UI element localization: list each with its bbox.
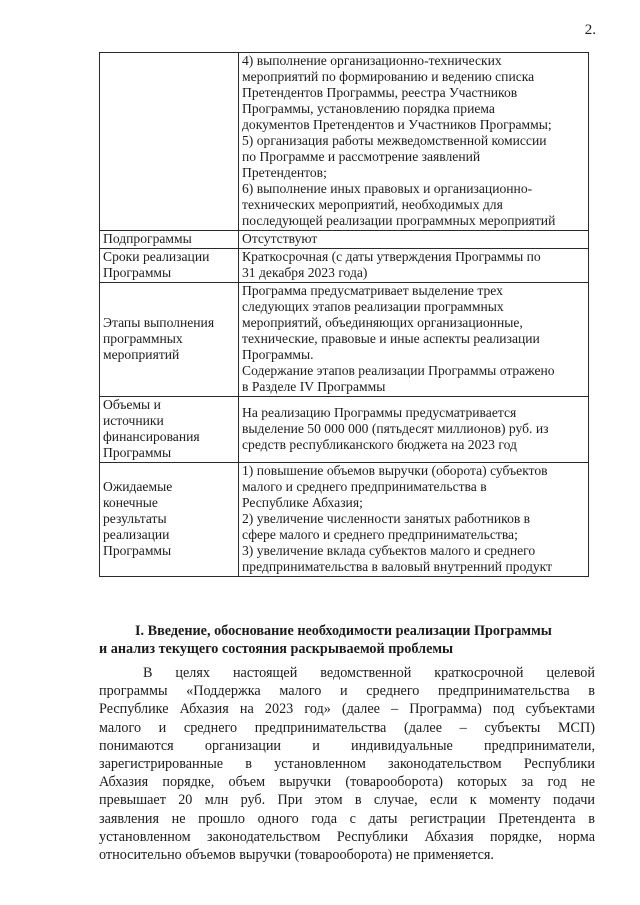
cell-line: предпринимательства в валовый внутренний продукт [242, 559, 553, 574]
section-heading-line: и анализ текущего состояния раскрываемой проблемы [99, 641, 454, 657]
paragraph-line: понимаются организации и индивидуальные предприниматели, [99, 737, 595, 754]
cell-line: технические, правовые и иные аспекты реализации [242, 331, 540, 346]
cell-line: 3) увеличение вклада субъектов малого и среднего [242, 543, 536, 558]
table-cell-label [100, 53, 239, 231]
paragraph-line: малого и среднего предпринимательства (далее – субъекты МСП) [99, 719, 595, 736]
cell-line: сфере малого и среднего предпринимательства; [242, 527, 518, 542]
table-cell-label [100, 463, 239, 577]
cell-line: 6) выполнение иных правовых и организационно- [242, 181, 533, 196]
cell-line: мероприятий по формированию и ведению списка [242, 69, 535, 84]
paragraph-line: превышает 20 млн руб. При этом в случае, если к моменту подачи [99, 792, 595, 809]
table-cell-label [100, 249, 239, 283]
cell-line: Программы [103, 265, 172, 280]
cell-line: Претендентов; [242, 165, 327, 180]
table-cell-label [100, 283, 239, 397]
table-cell-value [239, 249, 589, 283]
table-cell-value [239, 231, 589, 249]
cell-line: Программы, установлению порядка приема [242, 101, 495, 116]
intro-paragraph [99, 664, 595, 864]
cell-line: технических мероприятий, необходимых для [242, 197, 503, 212]
cell-line: программных [103, 331, 183, 346]
cell-line: Краткосрочная (с даты утверждения Программы по [242, 249, 541, 264]
cell-line: мероприятий [103, 347, 180, 362]
cell-line: 1) повышение объемов выручки (оборота) субъектов [242, 463, 548, 478]
cell-line: выделение 50 000 000 (пятьдесят миллионов) руб. из [242, 421, 549, 436]
cell-line: Претендентов Программы, реестра Участников [242, 85, 518, 100]
cell-line: последующей реализации программных мероприятий [242, 213, 556, 228]
paragraph-line: Республике Абхазия на 2023 год» (далее – Программа) под субъектами [99, 701, 595, 718]
cell-line: конечные [103, 495, 158, 510]
paragraph-line: В целях настоящей ведомственной краткосрочной целевой [143, 665, 595, 681]
cell-line: 31 декабря 2023 года) [242, 265, 368, 280]
cell-line: финансирования [103, 429, 200, 444]
table-cell-label [100, 397, 239, 463]
paragraph-line: зарегистрированные в установленном законодательством Республики [99, 755, 595, 772]
table-cell-value [239, 397, 589, 463]
cell-line: Программы [103, 445, 172, 460]
cell-line: по Программе и рассмотрение заявлений [242, 149, 481, 164]
cell-line: мероприятий, объединяющих организационные, [242, 315, 523, 330]
section-heading [99, 622, 595, 658]
table-row [100, 53, 589, 231]
paragraph-line: относительно объемов выручки (товарооборота) не применяется. [99, 846, 494, 863]
cell-line: Программа предусматривает выделение трех [242, 283, 503, 298]
program-passport-table [99, 52, 589, 577]
cell-line: Ожидаемые [103, 479, 173, 494]
table-cell-value [239, 283, 589, 397]
table-row [100, 283, 589, 397]
cell-line: Республике Абхазия; [242, 495, 363, 510]
cell-line: следующих этапов реализации программных [242, 299, 504, 314]
paragraph-line: установленном законодательством Республики Абхазия порядке, норма [99, 828, 595, 845]
paragraph-line: Абхазия порядке, объем выручки (товарооборота) которых за год не [99, 774, 595, 791]
table-cell-label [100, 231, 239, 249]
cell-line: средств республиканского бюджета на 2023 год [242, 437, 517, 452]
cell-line: Программы [103, 543, 172, 558]
cell-line: Сроки реализации [103, 249, 210, 264]
table-row [100, 231, 589, 249]
cell-line: малого и среднего предпринимательства в [242, 479, 487, 494]
paragraph-line: программы «Поддержка малого и среднего предпринимательства в [99, 683, 595, 700]
page-number: 2. [584, 22, 596, 38]
table-cell-value [239, 463, 589, 577]
table-row [100, 397, 589, 463]
paragraph-line: заявления не прошло одного года с даты регистрации Претендента в [99, 810, 595, 827]
table-row [100, 249, 589, 283]
cell-line: Отсутствуют [242, 231, 318, 246]
cell-line: Содержание этапов реализации Программы отражено [242, 363, 555, 378]
cell-line: 5) организация работы межведомственной комиссии [242, 133, 547, 148]
cell-line: 2) увеличение численности занятых работников в [242, 511, 531, 526]
cell-line: источники [103, 413, 164, 428]
cell-line: Этапы выполнения [103, 315, 215, 330]
section-heading-line: I. Введение, обоснование необходимости реализации Программы [135, 623, 552, 639]
cell-line: 4) выполнение организационно-технических [242, 53, 502, 68]
cell-line: Подпрограммы [103, 231, 192, 246]
cell-line: На реализацию Программы предусматривается [242, 405, 517, 420]
cell-line: Программы. [242, 347, 314, 362]
cell-line: документов Претендентов и Участников Программы; [242, 117, 552, 132]
cell-line: результаты [103, 511, 167, 526]
cell-line: реализации [103, 527, 170, 542]
table-row [100, 463, 589, 577]
table-cell-value [239, 53, 589, 231]
cell-line: Объемы и [103, 397, 161, 412]
cell-line: в Разделе IV Программы [242, 379, 386, 394]
